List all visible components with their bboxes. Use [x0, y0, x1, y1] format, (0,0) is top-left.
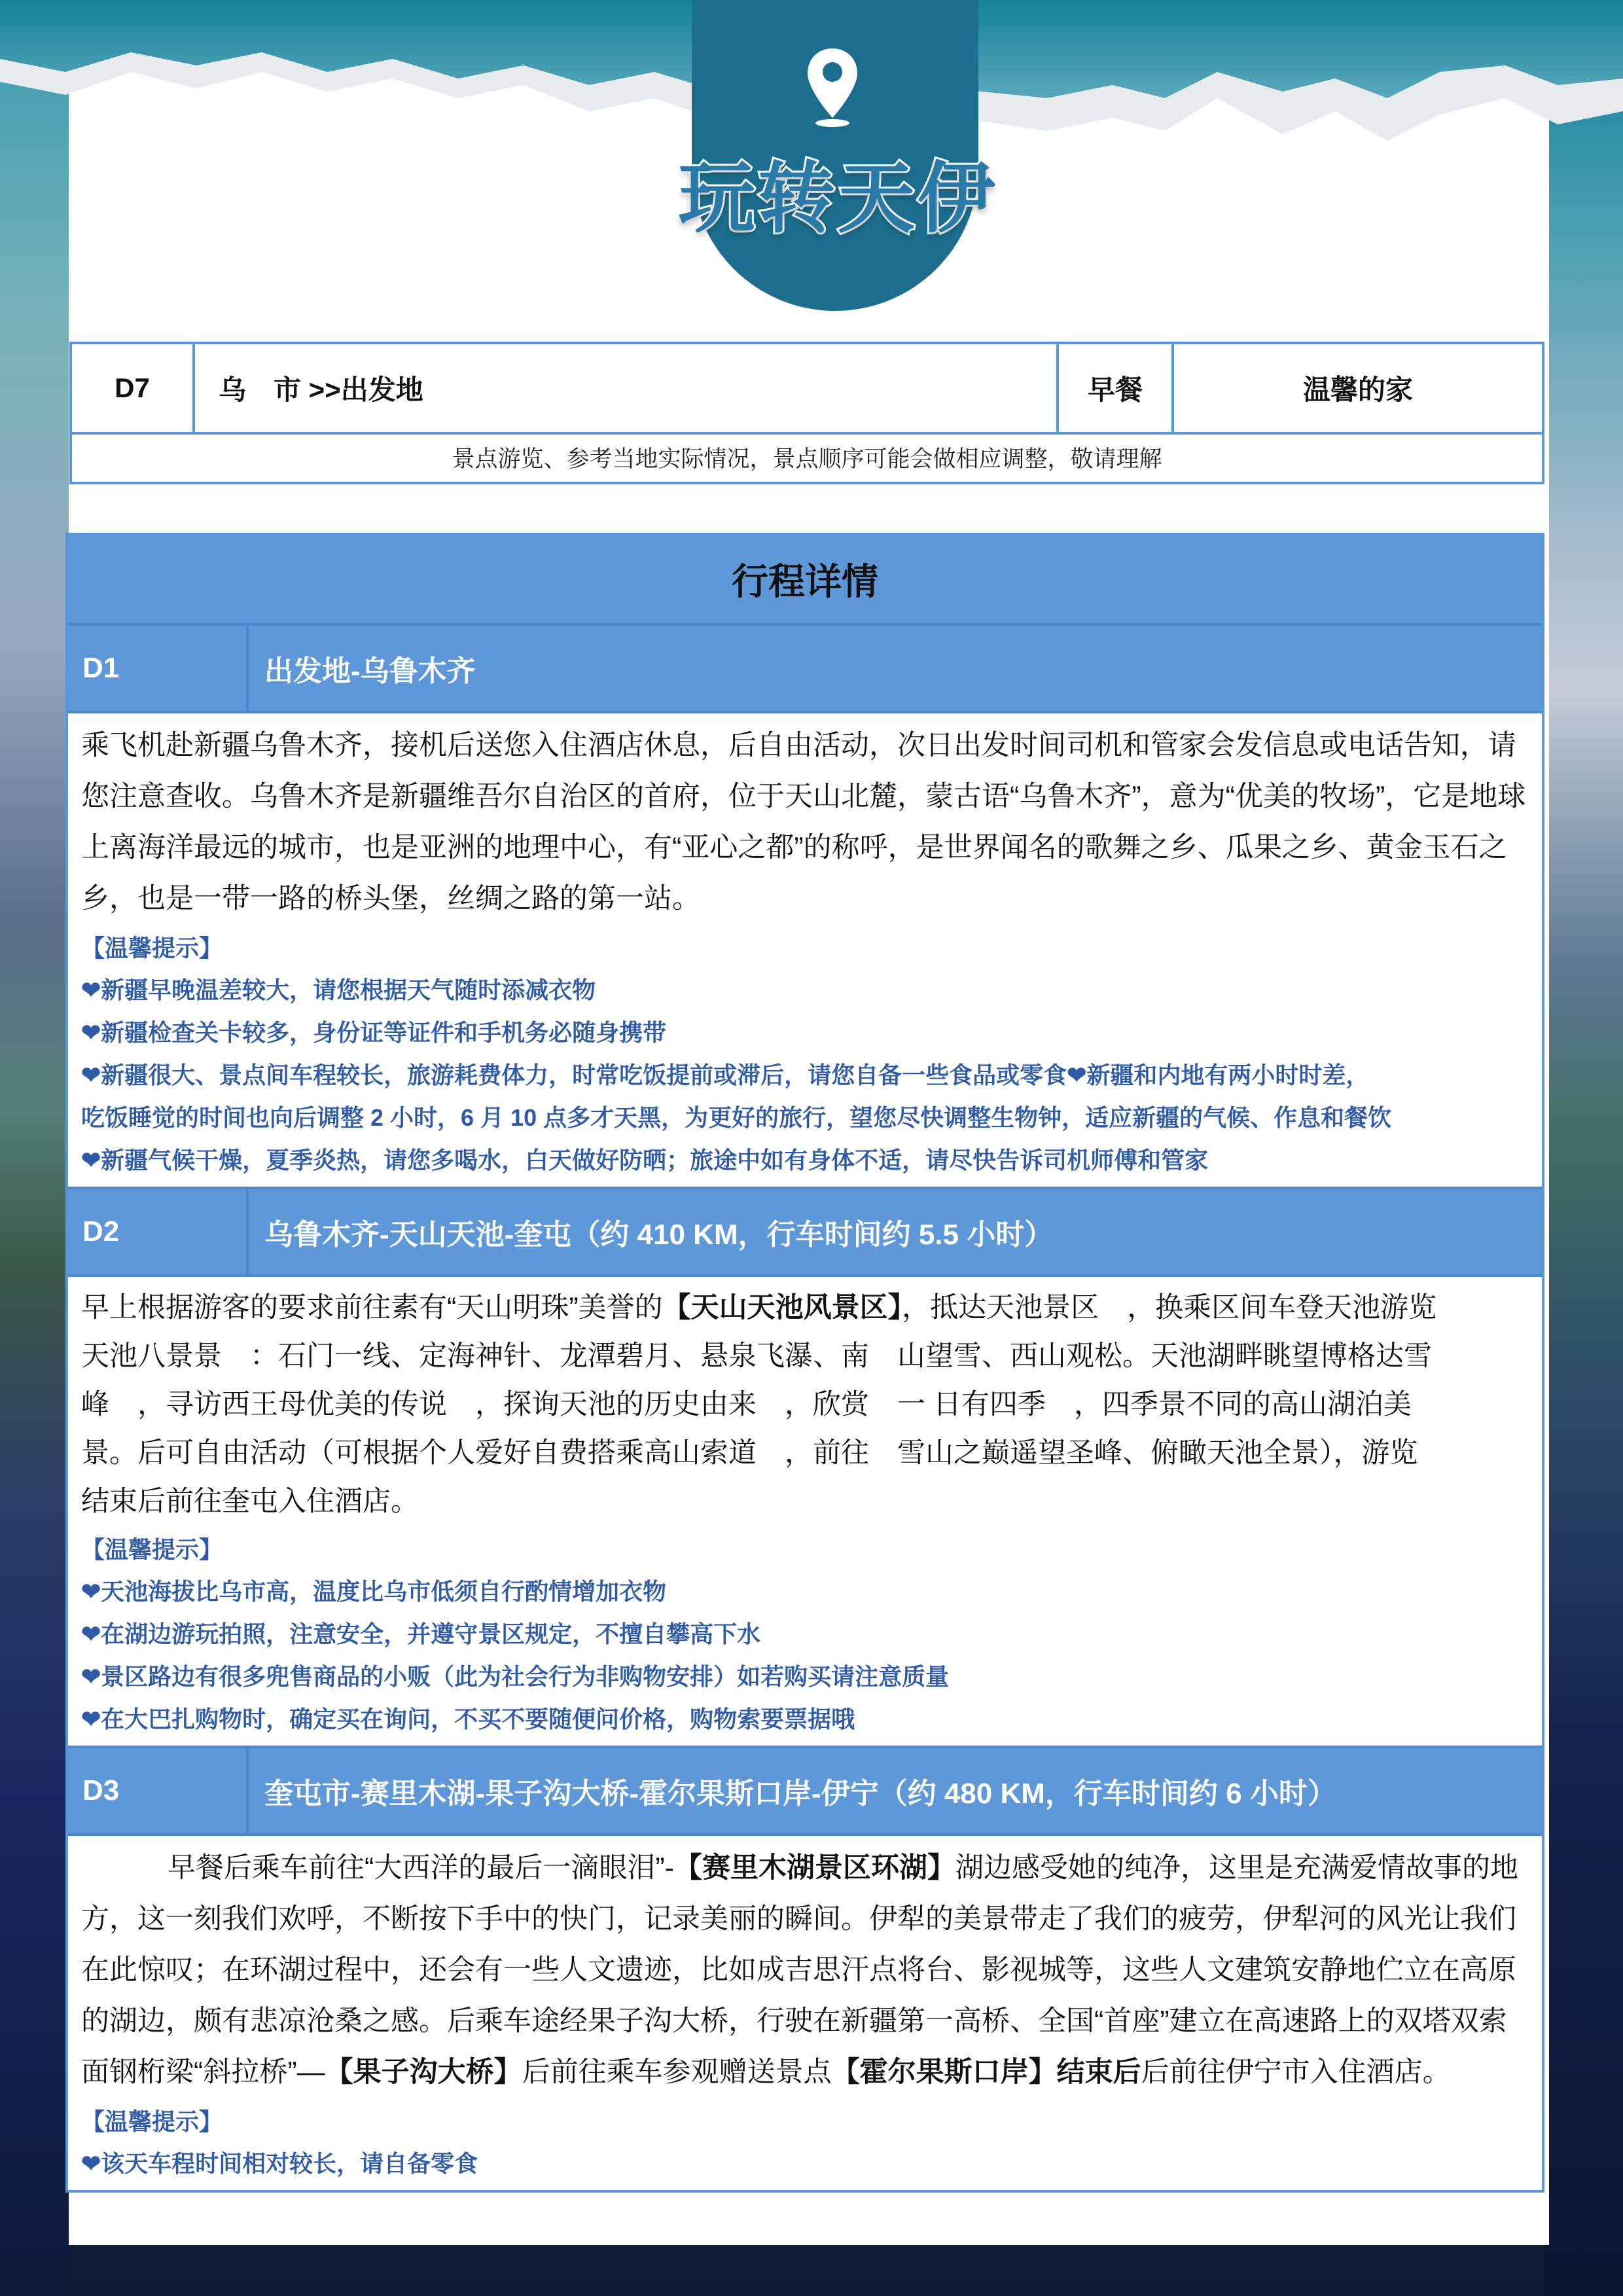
day-header-d3: [68, 1746, 1542, 1833]
background-left: [0, 0, 72, 2296]
scenic-spot-highlight: 【果子沟大桥】: [325, 2056, 522, 2088]
tip-item: ❤景区路边有很多兜售商品的小贩（此为社会行为非购物安排）如若购买请注意质量: [81, 1663, 950, 1690]
tip-item: ❤新疆很大、景点间车程较长，旅游耗费体力，时常吃饭提前或滞后，请您自备一些食品或零食❤新疆和内地有两小时时差，: [81, 1062, 1370, 1088]
tip-item: ❤在大巴扎购物时，确定买在询问，不买不要随便问价格，购物索要票据哦: [81, 1706, 855, 1732]
day7-summary-table: [69, 342, 1544, 435]
desc-text: ，抵达天池景区 ，换乘区间车登天池游览天池八景景 ：石门一线、定海神针、龙潭碧月、悬泉飞瀑、南 山望雪、西山观松。天池湖畔眺望博格达雪峰 ，寻访西王母优美的传说 ，探询天池的历史由来 ，欣赏 一 日有四季 ，四季景不同的高山湖泊美景。后可自由活动（可根据个人爱好自费搭乘高山索道 ，前往 雪山之巅遥望圣峰、俯瞰天池全景），游览结束后前往奎屯入住酒店。: [81, 1292, 1437, 1517]
day-code: D1: [68, 626, 249, 711]
day-header-d1: [68, 623, 1542, 711]
day-title: 奎屯市-赛里木湖-果子沟大桥-霍尔果斯口岸-伊宁（约 480 KM，行车时间约 6 小时）: [264, 1778, 1336, 1810]
itinerary-table: [65, 533, 1544, 2193]
day-header-d2: [68, 1187, 1542, 1274]
desc-text: 早上根据游客的要求前往素有“天山明珠”美誉的: [81, 1292, 663, 1323]
desc-text: 后前往伊宁市入住酒店。: [1141, 2056, 1451, 2088]
brand-title: 玩转天伊: [677, 153, 997, 243]
day-title: 出发地-乌鲁木齐: [264, 655, 476, 687]
day-code: D3: [68, 1748, 249, 1833]
itinerary-title: 行程详情: [68, 535, 1542, 623]
tip-item: ❤该天车程时间相对较长，请自备零食: [81, 2150, 478, 2177]
day-description: 乘飞机赴新疆乌鲁木齐，接机后送您入住酒店休息，后自由活动，次日出发时间司机和管家会发信息或电话告知，请您注意查收。乌鲁木齐是新疆维吾尔自治区的首府，位于天山北麓，蒙古语“乌鲁木齐”，意为“优美的牧场”，它是地球上离海洋最远的城市，也是亚洲的地理中心，有“亚心之都”的称呼，是世界闻名的歌舞之乡、瓜果之乡、黄金玉石之乡，也是一带一路的桥头堡，丝绸之路的第一站。: [81, 730, 1526, 914]
tip-item: ❤新疆早晚温差较大，请您根据天气随时添减衣物: [81, 977, 596, 1003]
tip-item: ❤天池海拔比乌市高，温度比乌市低须自行酌情增加衣物: [81, 1578, 667, 1605]
tip-item: ❤新疆气候干燥，夏季炎热，请您多喝水，白天做好防晒；旅途中如有身体不适，请尽快告诉司机师傅和管家: [81, 1147, 1209, 1174]
day7-hotel: 温馨的家: [1302, 374, 1413, 405]
scenic-spot-highlight: 【天山天池风景区】: [662, 1292, 902, 1323]
desc-text: 后前往乘车参观赠送景点: [522, 2056, 832, 2088]
adjustment-note: 景点游览、参考当地实际情况，景点顺序可能会做相应调整，敬请理解: [69, 433, 1544, 484]
tip-item: ❤在湖边游玩拍照，注意安全，并遵守景区规定，不擅自攀高下水: [81, 1621, 761, 1647]
tip-item: 吃饭睡觉的时间也向后调整 2 小时，6 月 10 点多才天黑，为更好的旅行，望您尽快调整生物钟，适应新疆的气候、作息和餐饮: [81, 1104, 1392, 1131]
desc-text: 早餐后乘车前往“大西洋的最后一滴眼泪”-: [168, 1852, 674, 1884]
day-title: 乌鲁木齐-天山天池-奎屯（约 410 KM，行车时间约 5.5 小时）: [264, 1219, 1054, 1251]
day7-code: D7: [72, 344, 195, 432]
tips-heading: 【温馨提示】: [81, 2108, 223, 2135]
day-body-d1: [68, 711, 1542, 1187]
day7-meal: 早餐: [1059, 344, 1174, 432]
day-code: D2: [68, 1189, 249, 1274]
day7-route: 乌 市 >>出发地: [195, 344, 1059, 432]
day-description: [81, 1283, 1529, 1526]
tips-heading: 【温馨提示】: [81, 935, 223, 961]
day-body-d2: [68, 1274, 1542, 1746]
location-pin-icon: [805, 46, 860, 127]
desc-text: 湖边感受她的纯净，这里是充满爱情故事的地方，这一刻我们欢呼，不断按下手中的快门，记录美丽的瞬间。伊犁的美景带走了我们的疲劳，伊犁河的风光让我们在此惊叹；在环湖过程中，还会有一些人文遗迹，比如成吉思汗点将台、影视城等，这些人文建筑安静地伫立在高原的湖边，颇有悲凉沧桑之感。后乘车途经果子沟大桥，行驶在新疆第一高桥、全国“首座”建立在高速路上的双塔双索面钢桁梁“斜拉桥”—: [81, 1852, 1518, 2088]
tips-heading: 【温馨提示】: [81, 1536, 223, 1563]
scenic-spot-highlight: 【赛里木湖景区环湖】: [673, 1852, 955, 1884]
scenic-spot-highlight: 【霍尔果斯口岸】结束后: [831, 2056, 1141, 2088]
tip-item: ❤新疆检查关卡较多，身份证等证件和手机务必随身携带: [81, 1019, 667, 1046]
day-body-d3: [68, 1833, 1542, 2190]
background-right: [1544, 0, 1623, 2296]
day-description: [81, 1842, 1529, 2098]
